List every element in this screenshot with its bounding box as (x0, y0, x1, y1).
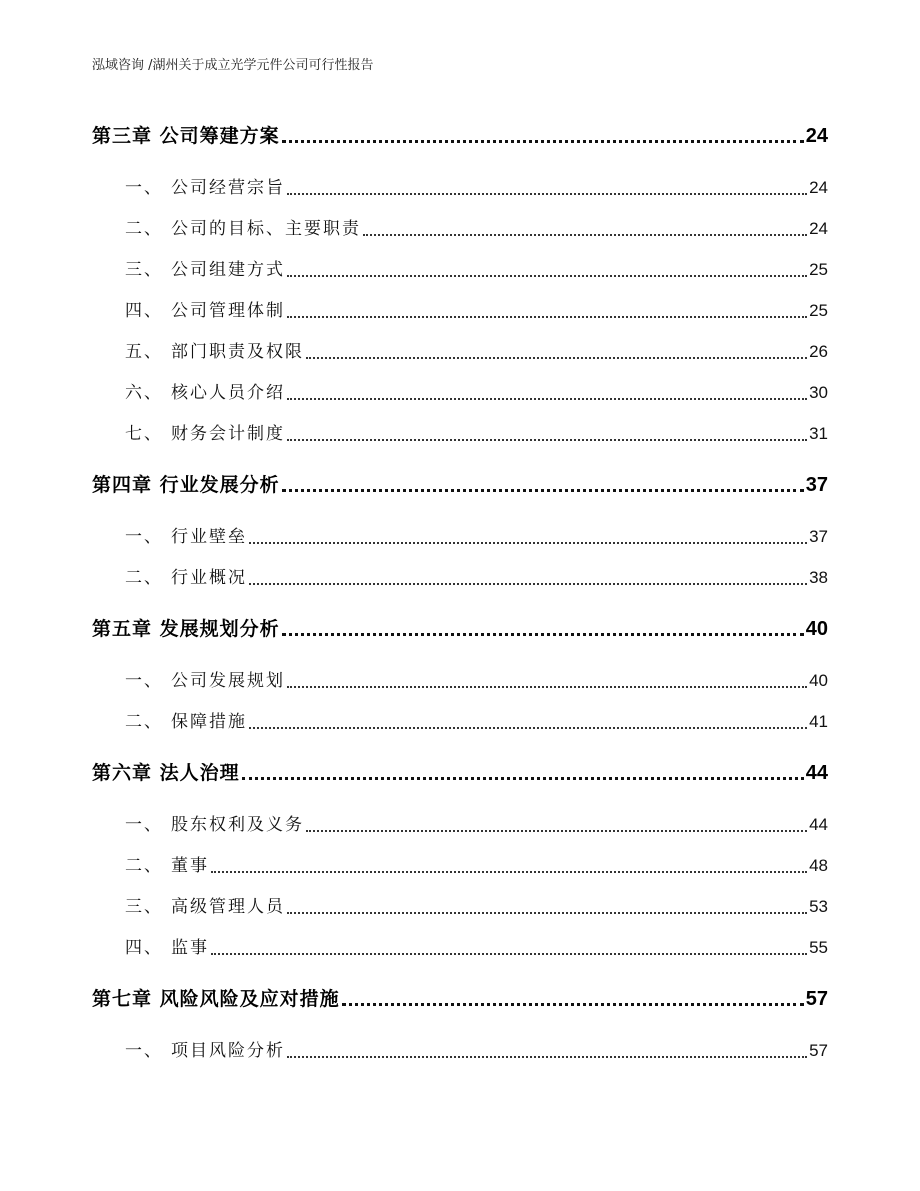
toc-page-number: 48 (809, 856, 828, 875)
toc-chapter-title: 第五章 发展规划分析 (92, 618, 280, 640)
toc-section-title: 部门职责及权限 (171, 342, 304, 362)
dot-leader (242, 759, 804, 787)
toc-section-title: 财务会计制度 (171, 424, 285, 444)
toc-page-number: 40 (809, 671, 828, 690)
toc-section[interactable] (125, 894, 828, 920)
toc-section-number: 一、 (125, 815, 163, 835)
dot-leader (287, 380, 807, 406)
toc-chapter-title: 第六章 法人治理 (92, 762, 240, 784)
toc-chapter-4[interactable] (92, 471, 828, 499)
toc-page-number: 55 (809, 938, 828, 957)
running-header: 泓域咨询 /湖州关于成立光学元件公司可行性报告 (92, 58, 374, 73)
dot-leader (249, 709, 807, 735)
dot-leader (249, 565, 807, 591)
toc-page-number: 31 (809, 424, 828, 443)
toc-section[interactable] (125, 709, 828, 735)
toc-section-title: 高级管理人员 (171, 897, 285, 917)
dot-leader (287, 894, 807, 920)
toc-section-title: 公司发展规划 (171, 671, 285, 691)
toc-section-number: 二、 (125, 856, 163, 876)
toc-page-number: 30 (809, 383, 828, 402)
toc-page-number: 24 (809, 219, 828, 238)
toc-section[interactable] (125, 812, 828, 838)
dot-leader (342, 985, 804, 1013)
toc-section-title: 保障措施 (171, 712, 247, 732)
toc-section-title: 监事 (171, 938, 209, 958)
dot-leader (211, 935, 807, 961)
toc-page-number: 24 (805, 125, 828, 147)
toc-page-number: 24 (809, 178, 828, 197)
toc-section-title: 核心人员介绍 (171, 383, 285, 403)
dot-leader (306, 812, 807, 838)
toc-section[interactable] (125, 380, 828, 406)
toc-page-number: 44 (805, 762, 828, 784)
toc-section-title: 公司管理体制 (171, 301, 285, 321)
toc-section-title: 公司经营宗旨 (171, 178, 285, 198)
toc-page-number: 25 (809, 260, 828, 279)
toc-chapter-title: 第七章 风险风险及应对措施 (92, 988, 340, 1010)
dot-leader (249, 524, 807, 550)
toc-section-number: 二、 (125, 219, 163, 239)
toc-section-number: 一、 (125, 527, 163, 547)
toc-section-number: 四、 (125, 301, 163, 321)
toc-section-title: 项目风险分析 (171, 1041, 285, 1061)
toc-page-number: 57 (805, 988, 828, 1010)
toc-section[interactable] (125, 1038, 828, 1064)
toc-page-number: 38 (809, 568, 828, 587)
dot-leader (287, 668, 807, 694)
toc-section-number: 二、 (125, 712, 163, 732)
toc-section[interactable] (125, 216, 828, 242)
dot-leader (287, 1038, 807, 1064)
toc-page-number: 37 (809, 527, 828, 546)
toc-section-number: 一、 (125, 1041, 163, 1061)
toc-page-number: 41 (809, 712, 828, 731)
dot-leader (306, 339, 807, 365)
toc-section-title: 公司组建方式 (171, 260, 285, 280)
toc-section[interactable] (125, 853, 828, 879)
toc-page-number: 44 (809, 815, 828, 834)
toc-section-number: 三、 (125, 897, 163, 917)
dot-leader (287, 298, 807, 324)
toc-section[interactable] (125, 668, 828, 694)
toc-section-number: 六、 (125, 383, 163, 403)
toc-page-number: 53 (809, 897, 828, 916)
dot-leader (282, 122, 804, 150)
toc-page-number: 57 (809, 1041, 828, 1060)
toc-chapter-3[interactable] (92, 122, 828, 150)
dot-leader (282, 615, 804, 643)
toc-section-title: 行业壁垒 (171, 527, 247, 547)
toc-section-number: 五、 (125, 342, 163, 362)
toc-chapter-6[interactable] (92, 759, 828, 787)
toc-section-number: 一、 (125, 178, 163, 198)
toc-page-number: 37 (805, 474, 828, 496)
toc-section-number: 四、 (125, 938, 163, 958)
toc-section[interactable] (125, 339, 828, 365)
toc-chapter-title: 第四章 行业发展分析 (92, 474, 280, 496)
toc-page-number: 25 (809, 301, 828, 320)
toc-section-title: 公司的目标、主要职责 (171, 219, 361, 239)
toc-section[interactable] (125, 565, 828, 591)
dot-leader (282, 471, 804, 499)
toc-section[interactable] (125, 298, 828, 324)
toc-section-title: 董事 (171, 856, 209, 876)
toc-section-title: 股东权利及义务 (171, 815, 304, 835)
toc-section-title: 行业概况 (171, 568, 247, 588)
dot-leader (287, 175, 807, 201)
dot-leader (287, 421, 807, 447)
toc-section[interactable] (125, 935, 828, 961)
toc-chapter-5[interactable] (92, 615, 828, 643)
toc-section[interactable] (125, 421, 828, 447)
toc-section-number: 一、 (125, 671, 163, 691)
dot-leader (211, 853, 807, 879)
toc-section[interactable] (125, 175, 828, 201)
toc-section-number: 七、 (125, 424, 163, 444)
toc-section-number: 三、 (125, 260, 163, 280)
toc-page-number: 40 (805, 618, 828, 640)
toc-chapter-7[interactable] (92, 985, 828, 1013)
toc-page-number: 26 (809, 342, 828, 361)
toc-section[interactable] (125, 257, 828, 283)
dot-leader (363, 216, 807, 242)
toc-section[interactable] (125, 524, 828, 550)
toc-section-number: 二、 (125, 568, 163, 588)
dot-leader (287, 257, 807, 283)
toc-chapter-title: 第三章 公司筹建方案 (92, 125, 280, 147)
